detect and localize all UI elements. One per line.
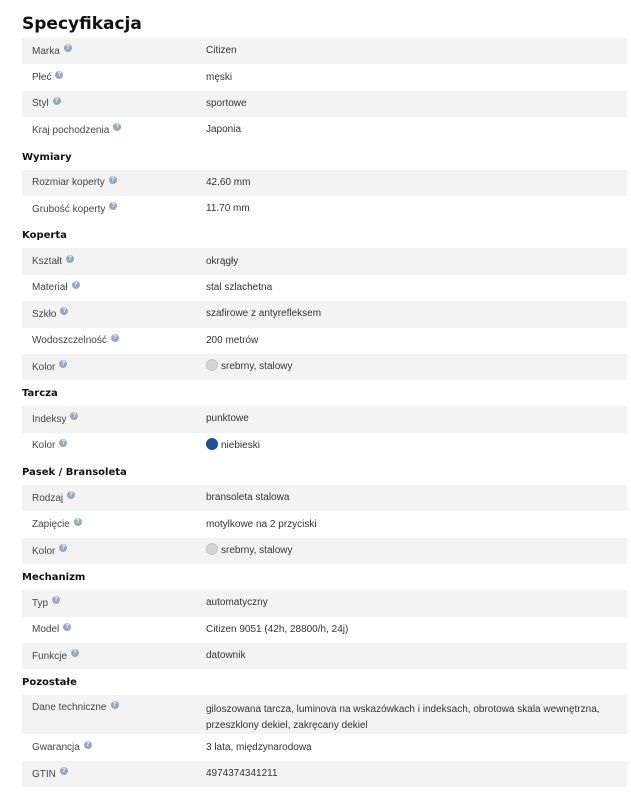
help-icon[interactable]: ? xyxy=(109,176,117,184)
spec-label-text: Kształt xyxy=(32,256,63,268)
spec-label-text: Dane techniczne xyxy=(32,702,107,714)
spec-value-text: motylkowe na 2 przyciski xyxy=(206,518,317,530)
help-icon[interactable]: ? xyxy=(84,741,92,749)
section-pasek-bransoleta xyxy=(22,459,627,564)
section-pozostale xyxy=(22,669,627,787)
spec-value xyxy=(206,359,627,375)
spec-value xyxy=(206,517,627,533)
section-title: Pasek / Bransoleta xyxy=(22,467,127,479)
spec-sections xyxy=(22,144,627,788)
section-mechanizm xyxy=(22,564,627,669)
spec-label-text: Indeksy xyxy=(32,413,67,425)
spec-label xyxy=(22,362,206,373)
color-swatch-icon xyxy=(206,438,218,450)
spec-row-zapiecie xyxy=(22,511,627,537)
help-icon[interactable]: ? xyxy=(59,544,67,552)
help-icon[interactable]: ? xyxy=(59,360,67,368)
spec-row-funkcje xyxy=(22,643,627,669)
help-icon[interactable]: ? xyxy=(111,334,119,342)
section-tarcza xyxy=(22,380,627,459)
help-icon[interactable]: ? xyxy=(70,412,78,420)
section-title: Koperta xyxy=(22,230,67,242)
spec-row-typ xyxy=(22,590,627,616)
help-icon[interactable]: ? xyxy=(52,596,60,604)
spec-label xyxy=(22,335,206,346)
help-icon[interactable]: ? xyxy=(67,491,75,499)
help-icon[interactable]: ? xyxy=(60,307,68,315)
spec-label xyxy=(22,282,206,293)
spec-label-text: Marka xyxy=(32,45,60,57)
spec-label-text: Kraj pochodzenia xyxy=(32,124,110,136)
spec-label xyxy=(22,72,206,83)
help-icon[interactable]: ? xyxy=(64,44,72,52)
spec-value-text: bransoleta stalowa xyxy=(206,492,290,504)
spec-label-text: GTIN xyxy=(32,768,56,780)
spec-value-text: srebrny, stalowy xyxy=(221,361,293,373)
spec-label-text: Płeć xyxy=(32,72,52,84)
spec-row-marka xyxy=(22,38,627,64)
spec-value-text: giloszowana tarcza, luminova na wskazówkach i indeksach, obrotowa skala wewnętrzna, przeszklony dekiel, zakręcany dekiel xyxy=(206,704,600,732)
spec-label-text: Kolor xyxy=(32,361,56,373)
spec-label xyxy=(22,256,206,267)
help-icon[interactable]: ? xyxy=(53,97,61,105)
spec-value xyxy=(206,702,627,734)
spec-label xyxy=(22,769,206,780)
spec-value xyxy=(206,175,627,191)
spec-value xyxy=(206,490,627,506)
spec-label-text: Rodzaj xyxy=(32,492,64,504)
spec-value xyxy=(206,201,627,217)
spec-value-text: 200 metrów xyxy=(206,334,259,346)
spec-label-text: Szkło xyxy=(32,308,57,320)
spec-value-text: niebieski xyxy=(221,439,260,451)
spec-value-text: Citizen xyxy=(206,45,237,57)
spec-label xyxy=(22,519,206,530)
spec-value xyxy=(206,595,627,611)
spec-value xyxy=(206,648,627,664)
spec-value-text: Japonia xyxy=(206,124,242,136)
spec-value xyxy=(206,333,627,349)
spec-label xyxy=(22,742,206,753)
spec-label-text: Zapięcie xyxy=(32,519,70,531)
help-icon[interactable]: ? xyxy=(113,123,121,131)
spec-value-text: automatyczny xyxy=(206,597,268,609)
spec-value xyxy=(206,96,627,112)
color-swatch-icon xyxy=(206,359,218,371)
spec-row-szklo xyxy=(22,301,627,327)
help-icon[interactable]: ? xyxy=(63,623,71,631)
spec-label xyxy=(22,598,206,609)
spec-value-text: stal szlachetna xyxy=(206,281,273,293)
spec-row-plec xyxy=(22,64,627,90)
spec-row-indeksy xyxy=(22,406,627,432)
spec-row-styl xyxy=(22,91,627,117)
section-title: Tarcza xyxy=(22,388,58,400)
spec-row-ksztalt xyxy=(22,248,627,274)
help-icon[interactable]: ? xyxy=(71,649,79,657)
spec-label-text: Materiał xyxy=(32,282,68,294)
section-wymiary xyxy=(22,144,627,223)
spec-value-text: sportowe xyxy=(206,97,247,109)
page-title: Specyfikacja xyxy=(22,14,142,34)
spec-row-gtin xyxy=(22,761,627,787)
spec-label xyxy=(22,702,206,713)
spec-label-text: Grubość koperty xyxy=(32,203,106,215)
spec-value-text: 42.60 mm xyxy=(206,176,251,188)
spec-row-kraj-pochodzenia xyxy=(22,117,627,143)
spec-value xyxy=(206,254,627,270)
spec-label xyxy=(22,46,206,57)
spec-label-text: Typ xyxy=(32,597,49,609)
spec-value xyxy=(206,740,627,756)
spec-value xyxy=(206,70,627,86)
spec-value xyxy=(206,622,627,638)
spec-value-text: datownik xyxy=(206,650,246,662)
spec-label xyxy=(22,204,206,215)
spec-value xyxy=(206,766,627,782)
spec-value-text: szafirowe z antyrefleksem xyxy=(206,308,322,320)
spec-label-text: Rozmiar koperty xyxy=(32,177,105,189)
spec-label-text: Kolor xyxy=(32,545,56,557)
spec-label-text: Styl xyxy=(32,98,49,110)
help-icon[interactable]: ? xyxy=(109,202,117,210)
spec-label-text: Model xyxy=(32,624,60,636)
spec-value xyxy=(206,543,627,559)
help-icon[interactable]: ? xyxy=(72,281,80,289)
spec-row-grubosc-koperty xyxy=(22,196,627,222)
help-icon[interactable]: ? xyxy=(66,255,74,263)
spec-label xyxy=(22,414,206,425)
spec-value xyxy=(206,438,627,454)
help-icon[interactable]: ? xyxy=(55,71,63,79)
spec-value-text: Citizen 9051 (42h, 28800/h, 24j) xyxy=(206,623,349,635)
help-icon[interactable]: ? xyxy=(74,518,82,526)
general-section xyxy=(22,38,627,144)
spec-label xyxy=(22,309,206,320)
spec-row-rozmiar-koperty xyxy=(22,170,627,196)
spec-value-text: okrągły xyxy=(206,255,239,267)
section-title: Mechanizm xyxy=(22,572,86,584)
spec-value-text: męski xyxy=(206,71,233,83)
spec-value xyxy=(206,411,627,427)
spec-label-text: Gwarancja xyxy=(32,742,80,754)
spec-row-material xyxy=(22,275,627,301)
spec-value-text: 4974374341211 xyxy=(206,768,278,779)
spec-row-kolor xyxy=(22,354,627,380)
spec-label-text: Kolor xyxy=(32,440,56,452)
section-title: Wymiary xyxy=(22,151,72,163)
spec-label xyxy=(22,546,206,557)
spec-row-model xyxy=(22,617,627,643)
spec-value xyxy=(206,280,627,296)
spec-label-text: Funkcje xyxy=(32,650,68,662)
spec-row-gwarancja xyxy=(22,734,627,760)
spec-value-text: 3 lata, międzynarodowa xyxy=(206,741,312,753)
spec-value xyxy=(206,306,627,322)
spec-row-wodoszczelnosc xyxy=(22,328,627,354)
section-title: Pozostałe xyxy=(22,677,77,689)
spec-value xyxy=(206,43,627,59)
spec-value-text: punktowe xyxy=(206,413,249,425)
spec-row-dane-techniczne xyxy=(22,695,627,734)
spec-label-text: Wodoszczelność xyxy=(32,335,107,347)
color-swatch-icon xyxy=(206,543,218,555)
spec-value xyxy=(206,122,627,138)
spec-row-kolor xyxy=(22,538,627,564)
section-koperta xyxy=(22,222,627,380)
help-icon[interactable]: ? xyxy=(59,439,67,447)
spec-label xyxy=(22,624,206,635)
spec-label xyxy=(22,177,206,188)
spec-label xyxy=(22,440,206,451)
spec-value-text: srebrny, stalowy xyxy=(221,545,293,557)
help-icon[interactable]: ? xyxy=(60,767,68,775)
help-icon[interactable]: ? xyxy=(111,701,119,709)
spec-label xyxy=(22,98,206,109)
spec-label xyxy=(22,493,206,504)
spec-label xyxy=(22,125,206,136)
spec-label xyxy=(22,651,206,662)
spec-row-rodzaj xyxy=(22,485,627,511)
spec-row-kolor xyxy=(22,433,627,459)
spec-value-text: 11.70 mm xyxy=(206,203,250,215)
